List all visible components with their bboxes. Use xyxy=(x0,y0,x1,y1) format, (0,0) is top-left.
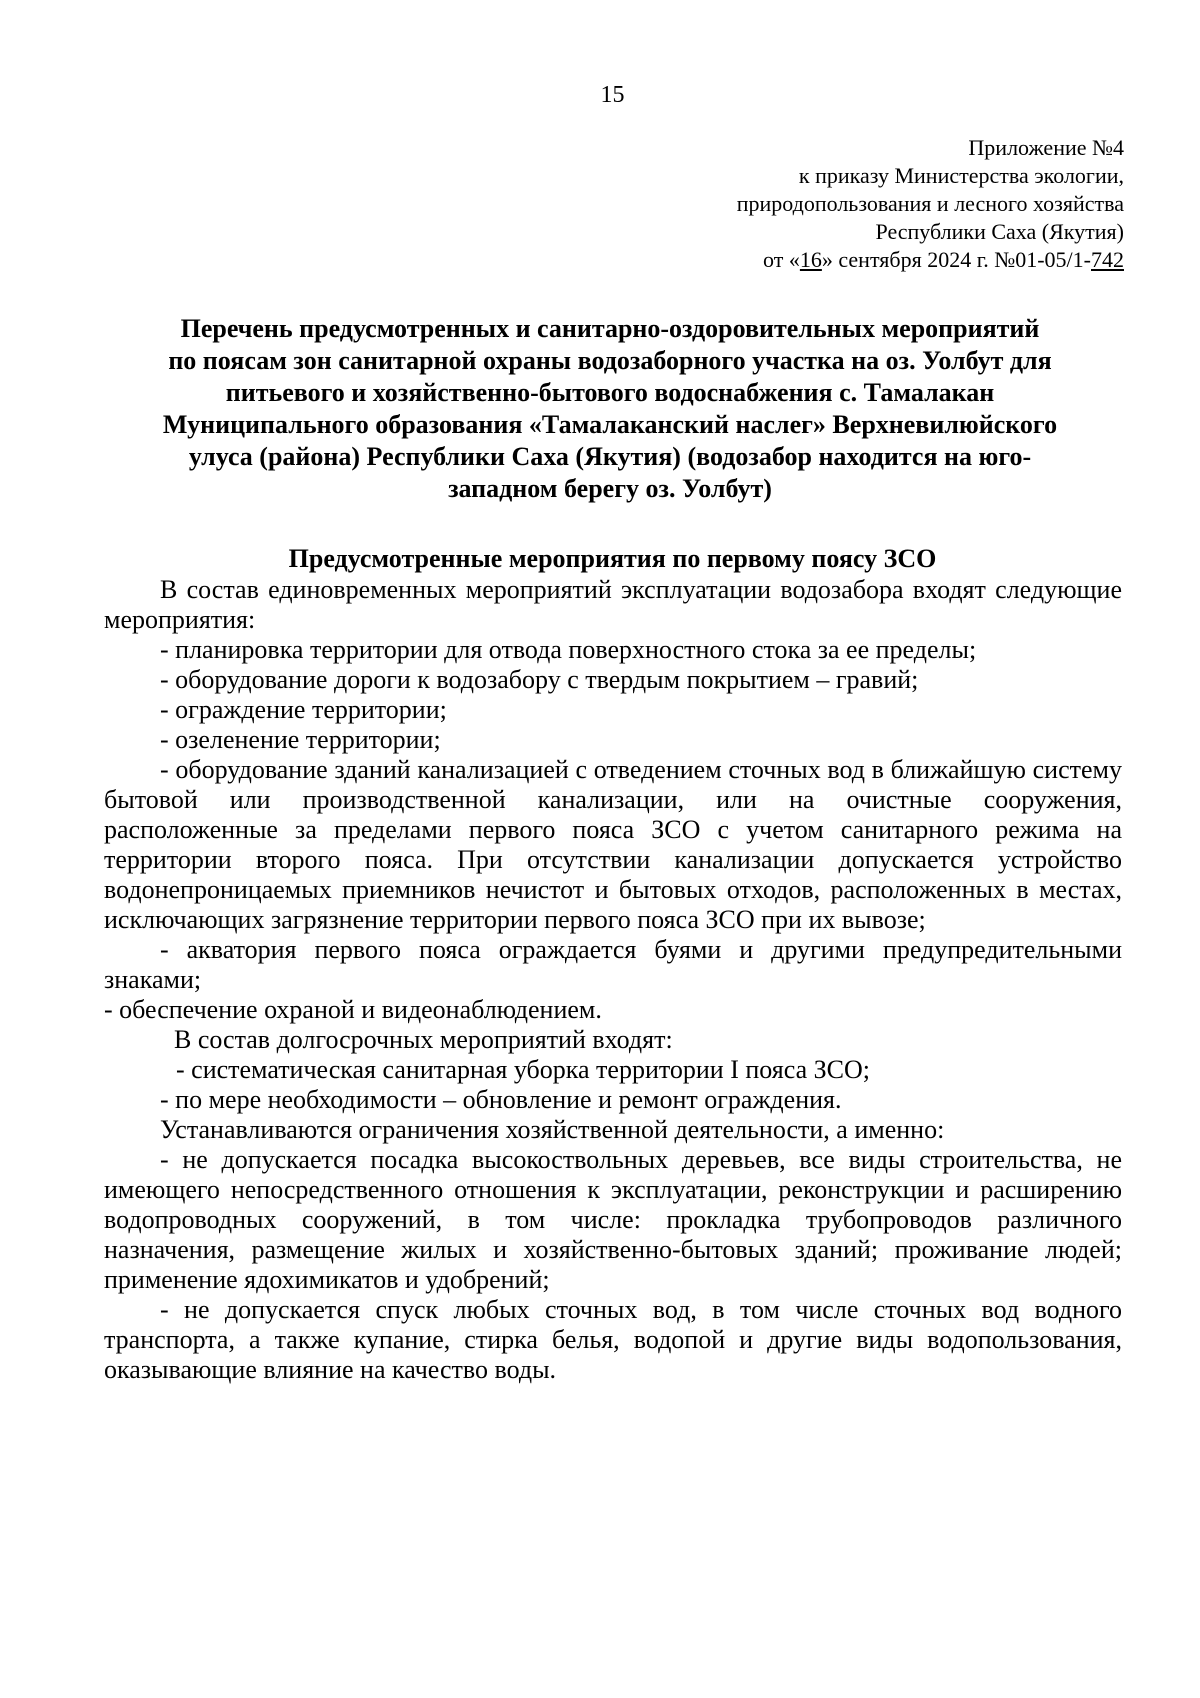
document-body xyxy=(104,575,1122,1385)
appendix-line: Приложение №4 xyxy=(968,135,1124,160)
title-line: по поясам зон санитарной охраны водозаборного участка на оз. Уолбут для xyxy=(168,346,1052,375)
date-middle: » сентября 2024 г. №01-05/1- xyxy=(821,247,1091,272)
appendix-line: к приказу Министерства экологии, xyxy=(798,163,1124,188)
title-line: питьевого и хозяйственно-бытового водоснабжения с. Тамалакан xyxy=(225,378,995,407)
paragraph: - не допускается посадка высокоствольных деревьев, все виды строительства, не имеющего непосредственного отношения к эксплуатации, реконструкции и расширению водопроводных сооружений, в том числе: прокладка трубопроводов различного назначения, размещение жилых и хозяйственно-бытовых зданий; проживание людей; применение ядохимикатов и удобрений; xyxy=(104,1145,1122,1294)
title-line: западном берегу оз. Уолбут) xyxy=(448,474,772,503)
paragraph: - оборудование зданий канализацией с отведением сточных вод в ближайшую систему бытовой или производственной канализации, или на очистные сооружения, расположенные за пределами первого пояса ЗСО с учетом санитарного режима на территории второго пояса. При отсутствии канализации допускается устройство водонепроницаемых приемников нечистот и бытовых отходов, расположенных в местах, исключающих загрязнение территории первого пояса ЗСО при их вывозе; xyxy=(104,755,1122,934)
appendix-date-line xyxy=(737,246,1124,274)
document-title xyxy=(115,313,1105,505)
paragraph: В состав долгосрочных мероприятий входят: xyxy=(174,1025,673,1054)
paragraph: - планировка территории для отвода поверхностного стока за ее пределы; xyxy=(160,635,977,664)
appendix-line: Республики Саха (Якутия) xyxy=(875,219,1124,244)
title-line: улуса (района) Республики Саха (Якутия) (водозабор находится на юго- xyxy=(188,442,1032,471)
order-number: 742 xyxy=(1091,247,1124,272)
paragraph: - не допускается спуск любых сточных вод, в том числе сточных вод водного транспорта, а также купание, стирка белья, водопой и другие виды водопользования, оказывающие влияние на качество воды. xyxy=(104,1295,1122,1384)
paragraph: - ограждение территории; xyxy=(160,695,447,724)
date-day: 16 xyxy=(799,247,822,272)
paragraph: - систематическая санитарная уборка территории I пояса ЗСО; xyxy=(176,1055,871,1084)
paragraph: В состав единовременных мероприятий эксплуатации водозабора входят следующие мероприятия: xyxy=(104,575,1122,634)
paragraph: Устанавливаются ограничения хозяйственной деятельности, а именно: xyxy=(160,1115,945,1144)
paragraph: - озеленение территории; xyxy=(160,725,441,754)
appendix-line: природопользования и лесного хозяйства xyxy=(736,191,1124,216)
section-heading: Предусмотренные мероприятия по первому поясу ЗСО xyxy=(288,544,937,573)
title-line: Муниципального образования «Тамалаканский наслег» Верхневилюйского xyxy=(162,410,1058,439)
paragraph: - по мере необходимости – обновление и ремонт ограждения. xyxy=(160,1085,842,1114)
page-number: 15 xyxy=(600,82,625,108)
paragraph: - оборудование дороги к водозабору с твердым покрытием – гравий; xyxy=(160,665,919,694)
paragraph: - обеспечение охраной и видеонаблюдением. xyxy=(104,995,602,1024)
date-prefix: от « xyxy=(763,247,800,272)
paragraph: - акватория первого пояса ограждается буями и другими предупредительными знаками; xyxy=(104,935,1122,994)
appendix-header xyxy=(737,134,1124,274)
title-line: Перечень предусмотренных и санитарно-оздоровительных мероприятий xyxy=(180,314,1040,343)
